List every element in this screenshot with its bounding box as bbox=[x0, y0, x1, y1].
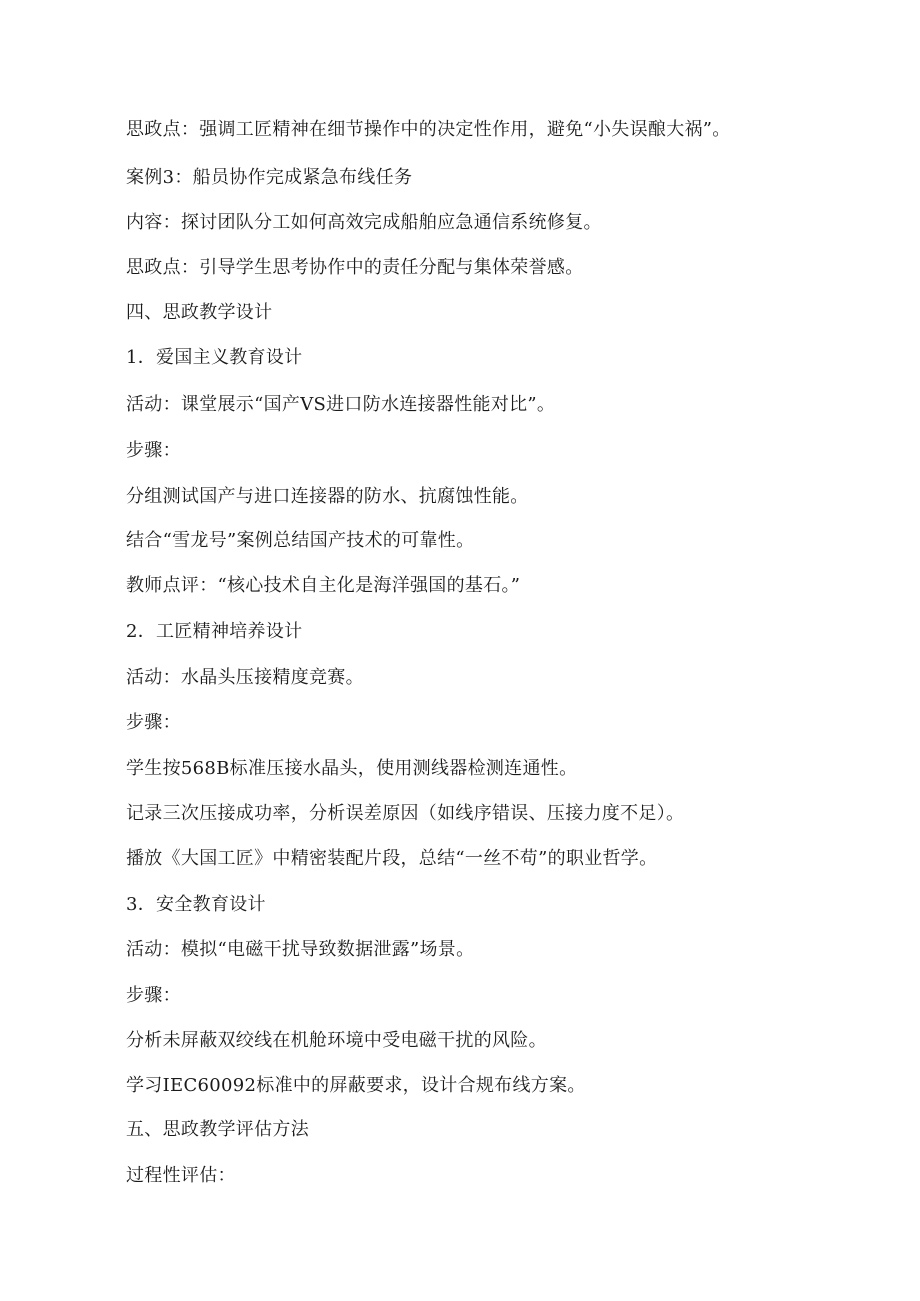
text-line: 学习IEC60092标准中的屏蔽要求，设计合规布线方案。 bbox=[126, 1075, 586, 1096]
text-line: 内容：探讨团队分工如何高效完成船舶应急通信系统修复。 bbox=[126, 212, 602, 233]
text-line: 步骤： bbox=[126, 985, 181, 1006]
text-line: 思政点：引导学生思考协作中的责任分配与集体荣誉感。 bbox=[126, 257, 584, 278]
subsection-heading: 2．工匠精神培养设计 bbox=[126, 621, 303, 642]
text-line: 步骤： bbox=[126, 440, 181, 461]
text-line: 活动：模拟“电磁干扰导致数据泄露”场景。 bbox=[126, 939, 475, 960]
text-line: 活动：课堂展示“国产VS进口防水连接器性能对比”。 bbox=[126, 394, 556, 415]
text-line: 播放《大国工匠》中精密装配片段，总结“一丝不苟”的职业哲学。 bbox=[126, 848, 658, 869]
text-line: 分组测试国产与进口连接器的防水、抗腐蚀性能。 bbox=[126, 486, 529, 507]
text-line: 过程性评估： bbox=[126, 1165, 236, 1186]
text-line: 教师点评：“核心技术自主化是海洋强国的基石。” bbox=[126, 575, 521, 596]
section-heading: 四、思政教学设计 bbox=[126, 302, 273, 323]
text-line: 结合“雪龙号”案例总结国产技术的可靠性。 bbox=[126, 530, 475, 551]
text-line: 记录三次压接成功率，分析误差原因（如线序错误、压接力度不足）。 bbox=[126, 803, 685, 824]
section-heading: 五、思政教学评估方法 bbox=[126, 1119, 309, 1140]
subsection-heading: 3．安全教育设计 bbox=[126, 894, 266, 915]
text-line: 活动：水晶头压接精度竞赛。 bbox=[126, 667, 364, 688]
text-line: 分析未屏蔽双绞线在机舱环境中受电磁干扰的风险。 bbox=[126, 1030, 547, 1051]
text-line: 思政点：强调工匠精神在细节操作中的决定性作用，避免“小失误酿大祸”。 bbox=[126, 119, 731, 140]
text-line: 步骤： bbox=[126, 712, 181, 733]
text-line: 案例3：船员协作完成紧急布线任务 bbox=[126, 167, 413, 188]
subsection-heading: 1．爱国主义教育设计 bbox=[126, 347, 303, 368]
text-line: 学生按568B标准压接水晶头，使用测线器检测连通性。 bbox=[126, 758, 578, 779]
